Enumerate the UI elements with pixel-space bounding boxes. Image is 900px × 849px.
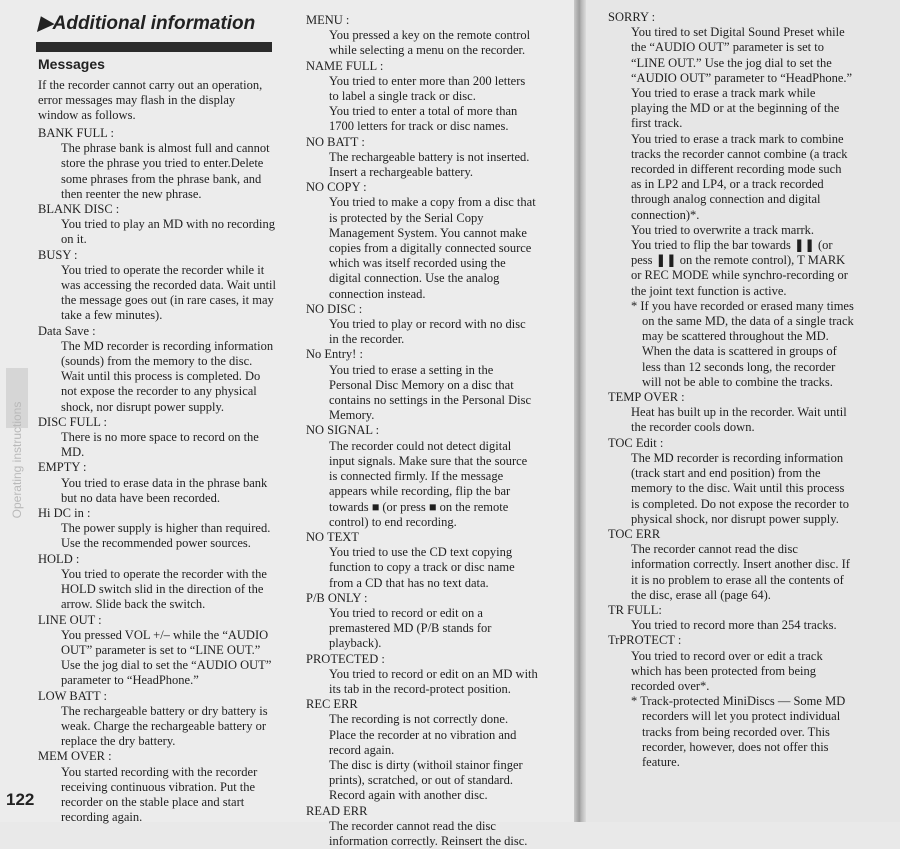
message-term: Data Save :	[38, 323, 96, 338]
message-term: BANK FULL :	[38, 126, 114, 140]
message-term: TR FULL:	[608, 602, 662, 617]
message-entry	[306, 180, 538, 302]
message-term: NO DISC :	[306, 301, 363, 316]
intro-paragraph: If the recorder cannot carry out an operation, error messages may flash in the display window as follows.	[38, 78, 263, 122]
message-description: The recorder cannot read the disc information correctly. Insert another disc. If it is no problem to erase all the contents of the disc, erase all (page 64).	[631, 542, 850, 602]
message-entry	[306, 530, 538, 591]
message-description: The power supply is higher than required. Use the recommended power sources.	[61, 521, 271, 551]
message-term: NO TEXT	[306, 529, 359, 544]
message-entry	[38, 202, 276, 248]
message-description: The rechargeable battery is not inserted. Insert a rechargeable battery.	[329, 149, 530, 180]
message-entry	[306, 347, 538, 423]
message-term: BUSY :	[38, 247, 78, 262]
message-description: You tried to record over or edit a track which has been protected from being recorded over*.	[631, 648, 823, 693]
message-term: MENU :	[306, 13, 350, 27]
message-term: TOC ERR	[608, 526, 661, 541]
message-term: DISC FULL :	[38, 414, 107, 429]
message-description: You tried to enter more than 200 letters to label a single track or disc.	[329, 73, 526, 104]
message-entry	[38, 613, 276, 689]
message-term: No Entry! :	[306, 347, 363, 362]
message-term: NO BATT :	[306, 134, 365, 149]
message-description: You tried to overwrite a track marrk.	[631, 222, 815, 237]
message-entry	[306, 652, 538, 698]
message-description: You tried to operate the recorder while it was accessing the recorded data. Wait until the message goes out (in rare cases, it may take a few minutes).	[61, 262, 277, 323]
message-entry	[306, 697, 538, 803]
message-description: You tried to enter a total of more than 1700 letters for track or disc names.	[329, 104, 518, 134]
message-term: EMPTY :	[38, 460, 87, 475]
message-entry	[608, 633, 854, 770]
message-description: You tried to operate the recorder with the HOLD switch slid in the direction of the arrow. Slide back the switch.	[61, 566, 267, 612]
message-entry	[38, 324, 276, 415]
message-description: The recorder cannot read the disc information correctly. Reinsert the disc.	[329, 818, 528, 848]
message-column-3	[608, 10, 854, 770]
side-tab	[6, 360, 28, 560]
message-term: MEM OVER :	[38, 749, 112, 764]
title-rule	[36, 42, 272, 52]
message-entry	[608, 436, 854, 527]
message-term: TOC Edit :	[608, 435, 664, 450]
message-entry	[306, 13, 538, 59]
message-description: You tried to erase a track mark to combine tracks the recorder cannot combine (a track recorded in different recording mode such as in LP2 and LP4, or a track recorded through analog connection and digital connection)*.	[631, 131, 848, 222]
message-term: Hi DC in :	[38, 506, 91, 521]
message-description: You tired to set Digital Sound Preset while the “AUDIO OUT” parameter is set to “LINE OUT.” Use the jog dial to set the “AUDIO OUT” parameter to “HeadPhone.”	[631, 25, 853, 85]
message-term: READ ERR	[306, 803, 368, 818]
footnote: * Track-protected MiniDiscs — Some MD recorders will let you protect individual tracks from being recorded over. This recorder, however, does not offer this feature.	[631, 694, 846, 769]
message-term: BLANK DISC :	[38, 202, 120, 217]
message-term: LINE OUT :	[38, 612, 102, 627]
message-entry	[38, 248, 276, 324]
message-column-1	[38, 126, 276, 825]
message-term: REC ERR	[306, 697, 358, 712]
message-term: SORRY :	[608, 10, 656, 24]
message-term: LOW BATT :	[38, 688, 107, 703]
message-description: You tried to make a copy from a disc that is protected by the Serial Copy Management System. You cannot make copies from a digitally connected source which was itself recorded using the digital connection. Use the analog connection instead.	[329, 195, 536, 301]
message-entry	[608, 603, 854, 633]
message-description: You pressed a key on the remote control while selecting a menu on the recorder.	[329, 28, 531, 58]
messages-heading: Messages	[38, 56, 105, 72]
message-entry	[38, 689, 276, 750]
book-gutter	[574, 0, 586, 822]
message-term: TEMP OVER :	[608, 390, 685, 405]
message-term: NAME FULL :	[306, 58, 384, 73]
message-entry	[306, 135, 538, 181]
message-entry	[38, 749, 276, 825]
side-tab-label: Operating instructions	[10, 401, 24, 519]
section-title: ▶Additional information	[38, 13, 256, 34]
message-column-2	[306, 13, 538, 849]
message-term: NO SIGNAL :	[306, 423, 380, 438]
message-entry	[608, 10, 854, 390]
message-term: PROTECTED :	[306, 651, 385, 666]
message-description: The disc is dirty (withoil stainor finger prints), scratched, or out of standard. Record again with another disc.	[329, 757, 523, 803]
message-description: You tried to record more than 254 tracks.	[631, 618, 837, 633]
footnote: * If you have recorded or erased many times on the same MD, the data of a single track may be scattered throughout the MD. When the data is scattered in groups of less than 12 seconds long, the recorder will not be able to combine the tracks.	[631, 298, 854, 389]
message-entry	[38, 415, 276, 461]
message-entry	[608, 390, 854, 436]
message-term: P/B ONLY :	[306, 590, 368, 605]
message-description: You tried to erase data in the phrase bank but no data have been recorded.	[61, 475, 268, 505]
message-description: You tried to use the CD text copying function to copy a track or disc name from a CD that has no text data.	[329, 545, 515, 590]
message-description: You pressed VOL +/– while the “AUDIO OUT” parameter is set to “LINE OUT.” Use the jog dial to set the “AUDIO OUT” parameter to “HeadPhone.”	[61, 627, 272, 688]
message-description: The MD recorder is recording information (track start and end position) from the memory to the disc. Wait until this process is completed. Do not expose the recorder to physical shock, nor disrupt power supply.	[631, 450, 849, 526]
message-description: The recorder could not detect digital input signals. Make sure that the source is connected firmly. If the message appears while recording, flip the bar towards ■ (or press ■ on the remote control) to end recording.	[329, 438, 528, 529]
message-description: You started recording with the recorder receiving continuous vibration. Put the recorder on the stable place and start recording again.	[61, 764, 258, 825]
message-description: The phrase bank is almost full and cannot store the phrase you tried to enter.Delete some phrases from the phrase bank, and then reenter the new phrase.	[61, 141, 270, 201]
message-entry	[306, 302, 538, 348]
message-entry	[608, 527, 854, 603]
message-description: The MD recorder is recording information (sounds) from the memory to the disc. Wait until this process is completed. Do not expose the recorder to any physical shock, nor disrupt power supply.	[61, 338, 274, 414]
message-entry	[306, 804, 538, 849]
message-entry	[38, 552, 276, 613]
message-description: The rechargeable battery or dry battery is weak. Charge the rechargeable battery or replace the dry battery.	[61, 703, 268, 749]
message-entry	[38, 506, 276, 552]
message-description: You tried to erase a track mark while playing the MD or at the beginning of the first track.	[631, 86, 840, 131]
message-entry	[38, 126, 276, 202]
message-description: You tried to flip the bar towards ❚❚ (or pess ❚❚ on the remote control), T MARK or REC MODE while synchro-recording or the joint text function is active.	[631, 238, 848, 298]
message-description: You tried to record or edit on an MD with its tab in the record-protect position.	[329, 666, 538, 696]
message-description: Heat has built up in the recorder. Wait until the recorder cools down.	[631, 405, 847, 435]
message-description: The recording is not correctly done. Place the recorder at no vibration and record again.	[329, 712, 517, 757]
message-description: There is no more space to record on the MD.	[61, 430, 259, 460]
message-term: HOLD :	[38, 551, 80, 566]
message-description: You tried to play an MD with no recording on it.	[61, 217, 275, 247]
message-description: You tried to record or edit on a premastered MD (P/B stands for playback).	[329, 605, 492, 651]
message-entry	[306, 591, 538, 652]
message-entry	[306, 59, 538, 135]
message-description: You tried to erase a setting in the Personal Disc Memory on a disc that contains no settings in the Personal Disc Memory.	[329, 362, 532, 423]
message-term: NO COPY :	[306, 180, 367, 195]
page-number: 122	[6, 790, 35, 809]
message-entry	[38, 460, 276, 506]
message-entry	[306, 423, 538, 529]
message-term: TrPROTECT :	[608, 633, 682, 648]
message-description: You tried to play or record with no disc in the recorder.	[329, 317, 526, 347]
